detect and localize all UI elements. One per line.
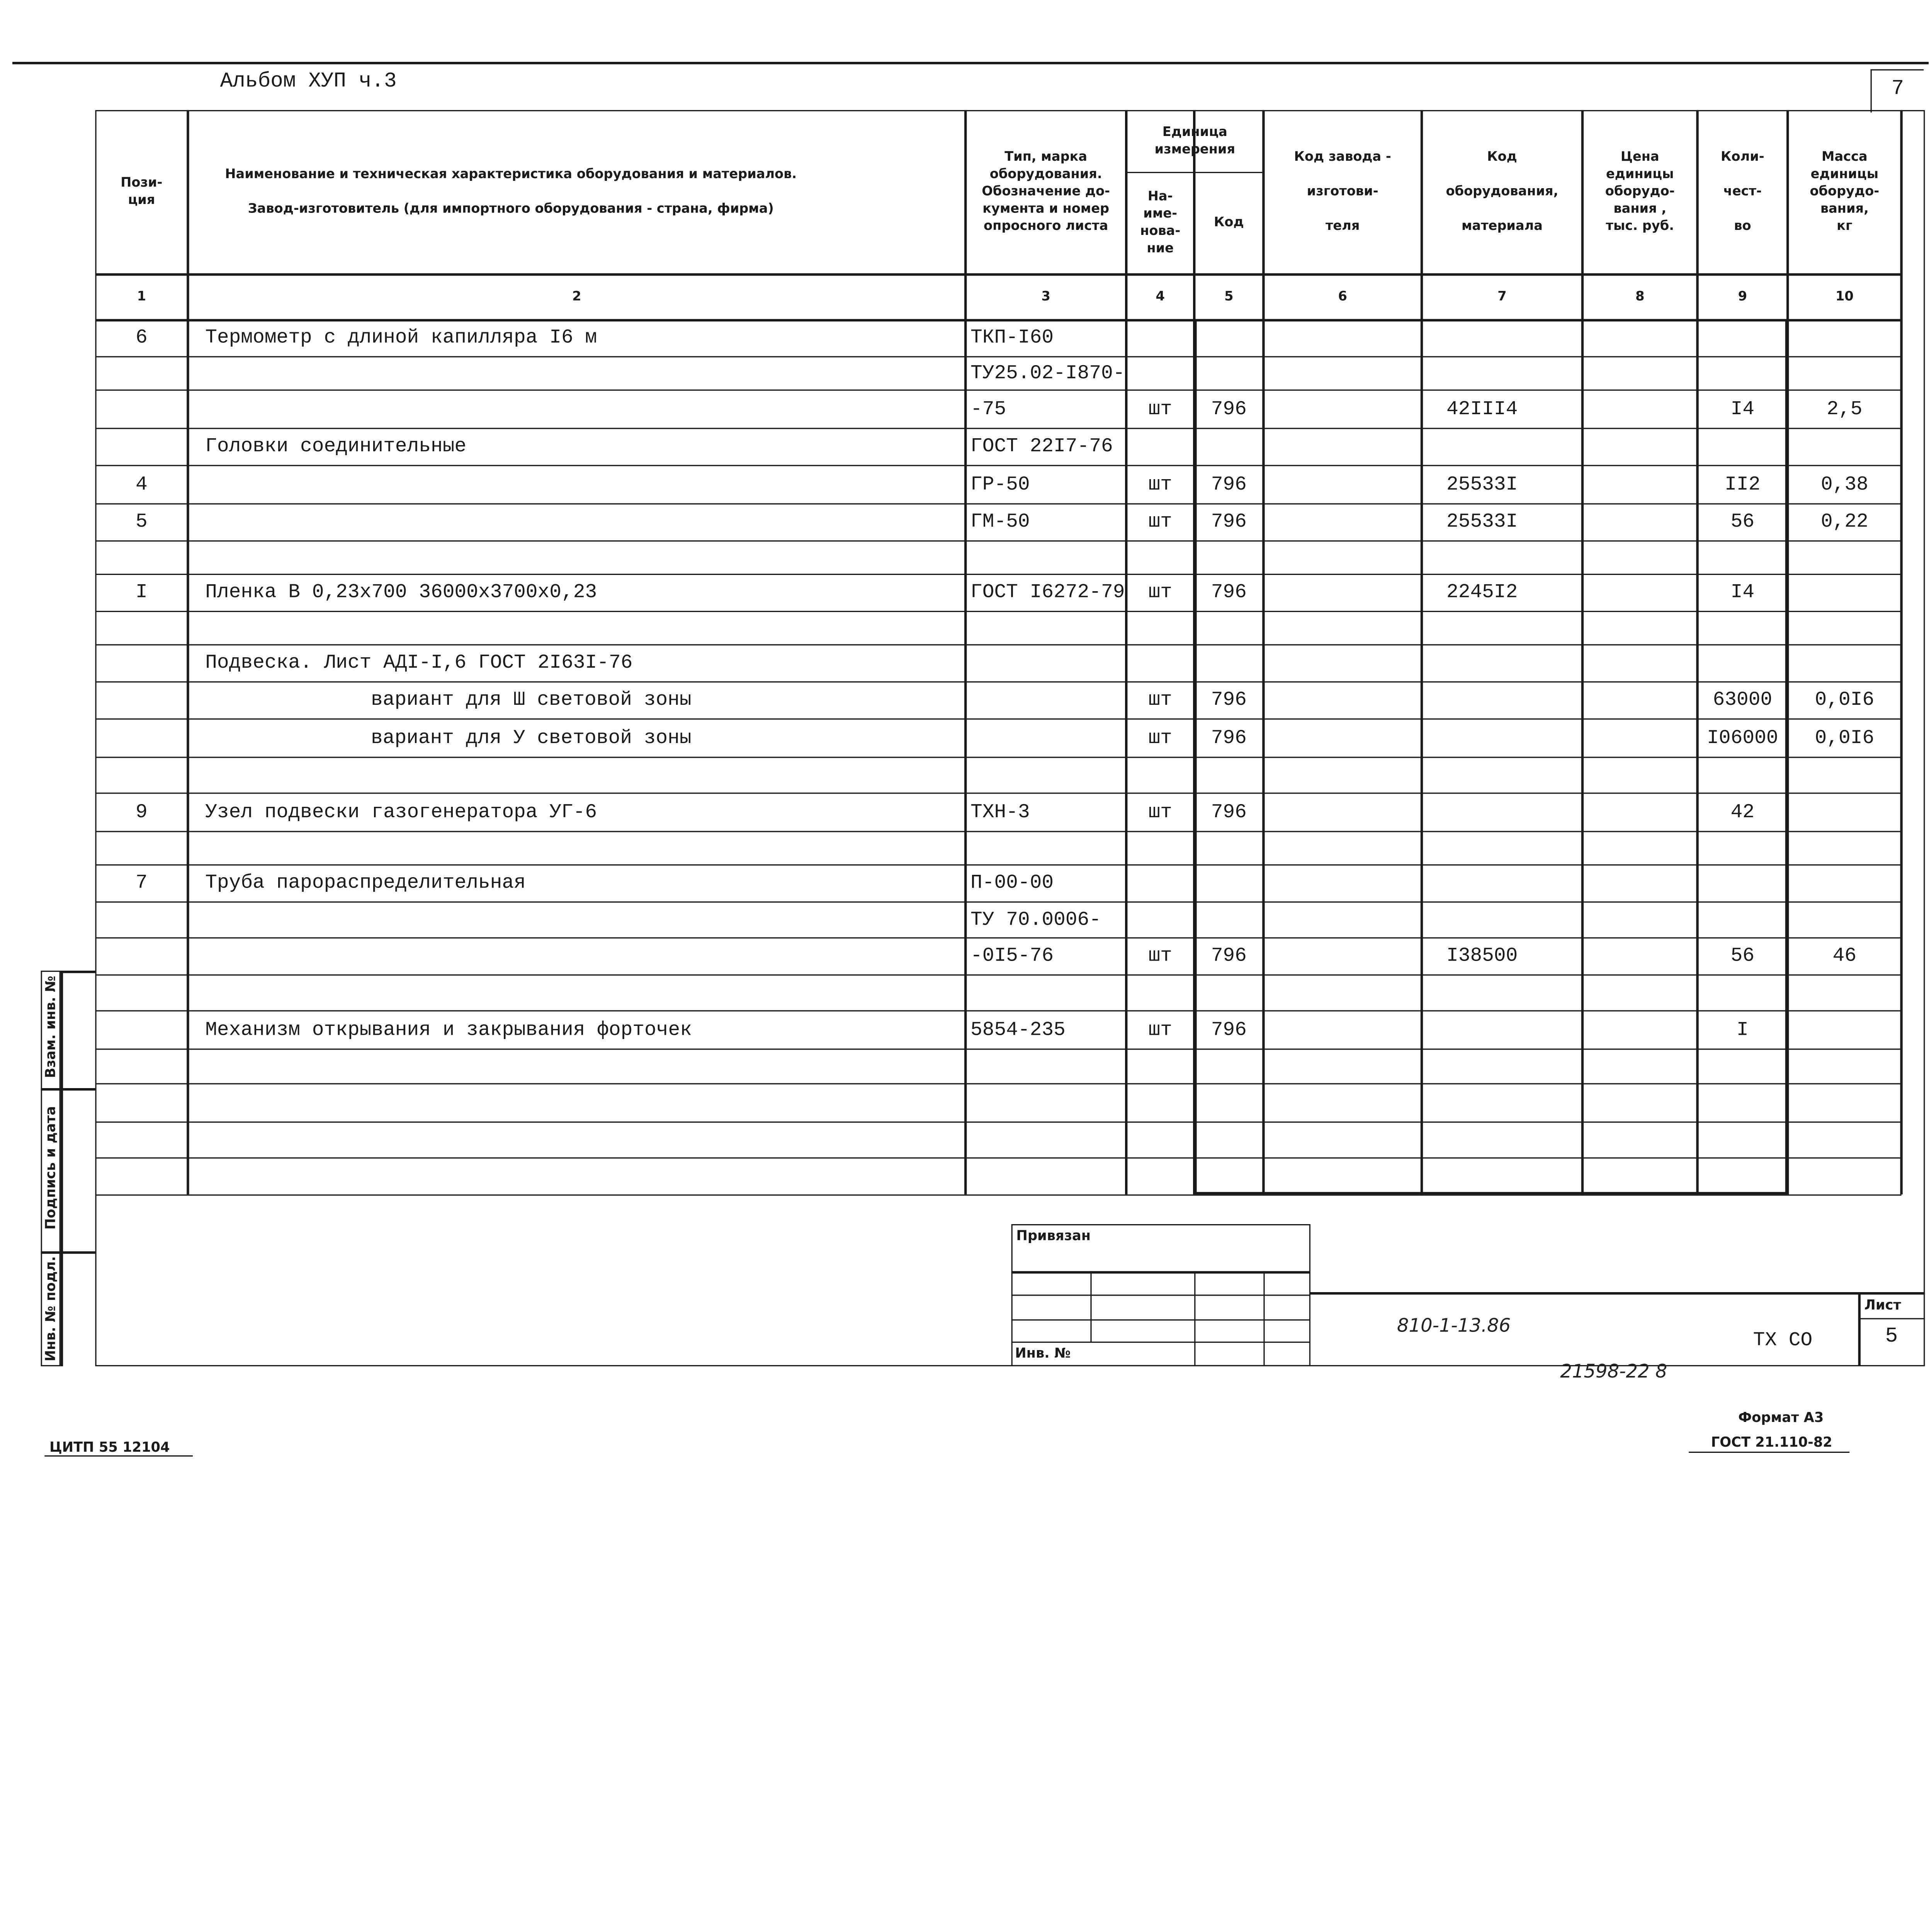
cell-unit: шт [1148, 510, 1172, 533]
side-label-wrap [0, 1256, 107, 1362]
cell-qty: I4 [1730, 581, 1755, 604]
cell-qty: 63000 [1713, 689, 1773, 711]
row-rule [95, 831, 1901, 832]
cell-unit: шт [1148, 397, 1172, 420]
column-header-5: Код [1213, 215, 1244, 230]
column-number-3: 3 [1041, 289, 1050, 304]
cell-mass: 0,0I6 [1815, 689, 1875, 711]
row-rule [95, 681, 1901, 683]
cell-type: -0I5-76 [970, 944, 1054, 967]
cell-type: 5854-235 [970, 1018, 1066, 1041]
cell-equip: 25533I [1446, 473, 1518, 495]
stamp-rule [1011, 1294, 1310, 1296]
cell-qty: I [1737, 1018, 1749, 1041]
cell-type: П-00-00 [970, 872, 1054, 894]
title-block-rule [1310, 1292, 1925, 1294]
column-header-3: Тип, марка оборудования. Обозначение до- кумента и номер опросного листа [982, 150, 1110, 234]
footer-left: ЦИТП 55 12104 [49, 1439, 170, 1456]
cell-mass: 0,0I6 [1815, 726, 1875, 749]
stamp-rule [1011, 1271, 1310, 1273]
cell-code: 796 [1211, 689, 1247, 711]
side-label-wrap [0, 1106, 131, 1230]
column-header-1: Пози- ция [121, 175, 163, 208]
cell-unit: шт [1148, 944, 1172, 967]
column-number-10: 10 [1836, 289, 1854, 304]
cell-type: ГОСТ 22I7-76 [970, 435, 1113, 457]
cell-mass: 2,5 [1827, 397, 1863, 420]
footer-rule [1689, 1452, 1849, 1453]
cell-type: ГМ-50 [970, 510, 1030, 533]
gost-label: ГОСТ 21.110-82 [1711, 1434, 1832, 1451]
format-label: Формат А3 [1738, 1410, 1824, 1426]
cell-name: Труба парораспределительная [205, 872, 526, 894]
row-rule [95, 1121, 1901, 1123]
cell-code: 796 [1211, 944, 1247, 967]
cell-name: Пленка В 0,23х700 36000х3700х0,23 [205, 581, 597, 604]
cell-pos: I [136, 581, 148, 604]
cell-type: ТКП-I60 [970, 326, 1054, 349]
stamp-rule [1263, 1271, 1265, 1366]
column-number-2: 2 [572, 289, 581, 304]
column-header-4: На- име- нова- ние [1140, 189, 1181, 256]
cell-name: вариант для Ш световой зоны [371, 689, 692, 711]
row-rule [95, 718, 1901, 720]
handwritten-number: 21598-22 8 [1560, 1360, 1667, 1383]
privyazan-label: Привязан [1016, 1228, 1091, 1244]
cell-name: вариант для У световой зоны [371, 726, 692, 749]
cell-code: 796 [1211, 1018, 1247, 1041]
side-label-inv: Инв. № подл. [42, 1256, 59, 1362]
cell-type: ТХН-3 [970, 801, 1030, 823]
cell-equip: 42III4 [1446, 397, 1518, 420]
cell-mass: 46 [1832, 944, 1857, 967]
cell-code: 796 [1211, 801, 1247, 823]
doc-code: 810-1-13.86 [1397, 1314, 1511, 1337]
side-strip-rule [61, 971, 95, 973]
stamp-rule [1090, 1271, 1092, 1342]
cell-qty: 42 [1730, 801, 1755, 823]
cell-name: Головки соединительные [205, 435, 467, 457]
side-label-wrap [0, 976, 110, 1078]
top-border [12, 62, 1929, 64]
row-rule [95, 1049, 1901, 1050]
unit-group-header: Единица измерения [1154, 125, 1236, 157]
cell-pos: 5 [136, 510, 148, 533]
cell-unit: шт [1148, 689, 1172, 711]
cell-code: 796 [1211, 581, 1247, 604]
cell-pos: 6 [136, 326, 148, 349]
row-rule [95, 1083, 1901, 1085]
cell-pos: 7 [136, 872, 148, 894]
column-header-6: Код завода - изготови- теля [1294, 150, 1391, 234]
cell-equip: I38500 [1446, 944, 1518, 967]
cell-qty: II2 [1725, 473, 1761, 495]
side-label-podpis: Подпись и дата [42, 1106, 59, 1230]
list-label: Лист [1864, 1297, 1901, 1313]
cell-qty: I06000 [1707, 726, 1778, 749]
cell-name: Механизм открывания и закрывания форточек [205, 1018, 692, 1041]
column-number-9: 9 [1738, 289, 1747, 304]
row-rule [95, 1194, 1901, 1196]
column-number-4: 4 [1156, 289, 1165, 304]
row-rule [95, 611, 1901, 612]
cell-qty: 56 [1730, 944, 1755, 967]
stamp-rule [1011, 1319, 1310, 1321]
cell-type: ТУ 70.0006- [970, 908, 1101, 930]
cell-type: -75 [970, 397, 1006, 420]
row-rule [95, 975, 1901, 976]
cell-unit: шт [1148, 726, 1172, 749]
cell-mass: 0,22 [1820, 510, 1868, 533]
cell-code: 796 [1211, 397, 1247, 420]
stamp-rule [1194, 1271, 1196, 1366]
cell-equip: 25533I [1446, 510, 1518, 533]
title-block-rule [1858, 1318, 1925, 1320]
cell-qty: I4 [1730, 397, 1755, 420]
cell-code: 796 [1211, 510, 1247, 533]
cell-name: Узел подвески газогенератора УГ-6 [205, 801, 597, 823]
footer-rule [44, 1455, 193, 1457]
column-header-9: Коли- чест- во [1721, 150, 1764, 234]
column-header-8: Цена единицы оборудо- вания , тыс. руб. [1605, 150, 1675, 234]
stamp-rule [1011, 1342, 1310, 1343]
list-number: 5 [1885, 1325, 1898, 1349]
column-header-7: Код оборудования, материала [1446, 150, 1558, 234]
tx-code: ТХ СО [1753, 1329, 1813, 1352]
column-number-8: 8 [1635, 289, 1645, 304]
cell-qty: 56 [1730, 510, 1755, 533]
row-rule [95, 1157, 1901, 1159]
sheet-number-top: 7 [1891, 78, 1904, 102]
cell-mass: 0,38 [1820, 473, 1868, 495]
cell-code: 796 [1211, 726, 1247, 749]
row-rule [95, 540, 1901, 542]
cell-code: 796 [1211, 473, 1247, 495]
inv-no-label: Инв. № [1015, 1345, 1071, 1362]
cell-name: Подвеска. Лист АДI-I,6 ГОСТ 2I63I-76 [205, 651, 633, 674]
cell-pos: 9 [136, 801, 148, 823]
side-label-vzam: Взам. инв. № [42, 976, 59, 1078]
column-header-10: Масса единицы оборудо- вания, кг [1810, 150, 1880, 234]
cell-unit: шт [1148, 801, 1172, 823]
column-number-7: 7 [1497, 289, 1507, 304]
cell-name: Термометр с длиной капилляра I6 м [205, 326, 597, 349]
cell-unit: шт [1148, 581, 1172, 604]
column-number-5: 5 [1224, 289, 1234, 304]
cell-type: ТУ25.02-I870- [970, 362, 1125, 384]
cell-type: ГР-50 [970, 473, 1030, 495]
column-number-6: 6 [1338, 289, 1347, 304]
column-number-1: 1 [137, 289, 146, 304]
cell-unit: шт [1148, 473, 1172, 495]
column-header-2: Наименование и техническая характеристика оборудования и материалов. Завод-изготовитель (для импортного оборудования - страна, фирма) [225, 167, 797, 216]
cell-type: ГОСТ I6272-79 [970, 581, 1125, 604]
album-title: Альбом ХУП ч.3 [220, 70, 397, 94]
cell-unit: шт [1148, 1018, 1172, 1041]
cell-pos: 4 [136, 473, 148, 495]
cell-equip: 2245I2 [1446, 581, 1518, 604]
row-rule [95, 757, 1901, 758]
